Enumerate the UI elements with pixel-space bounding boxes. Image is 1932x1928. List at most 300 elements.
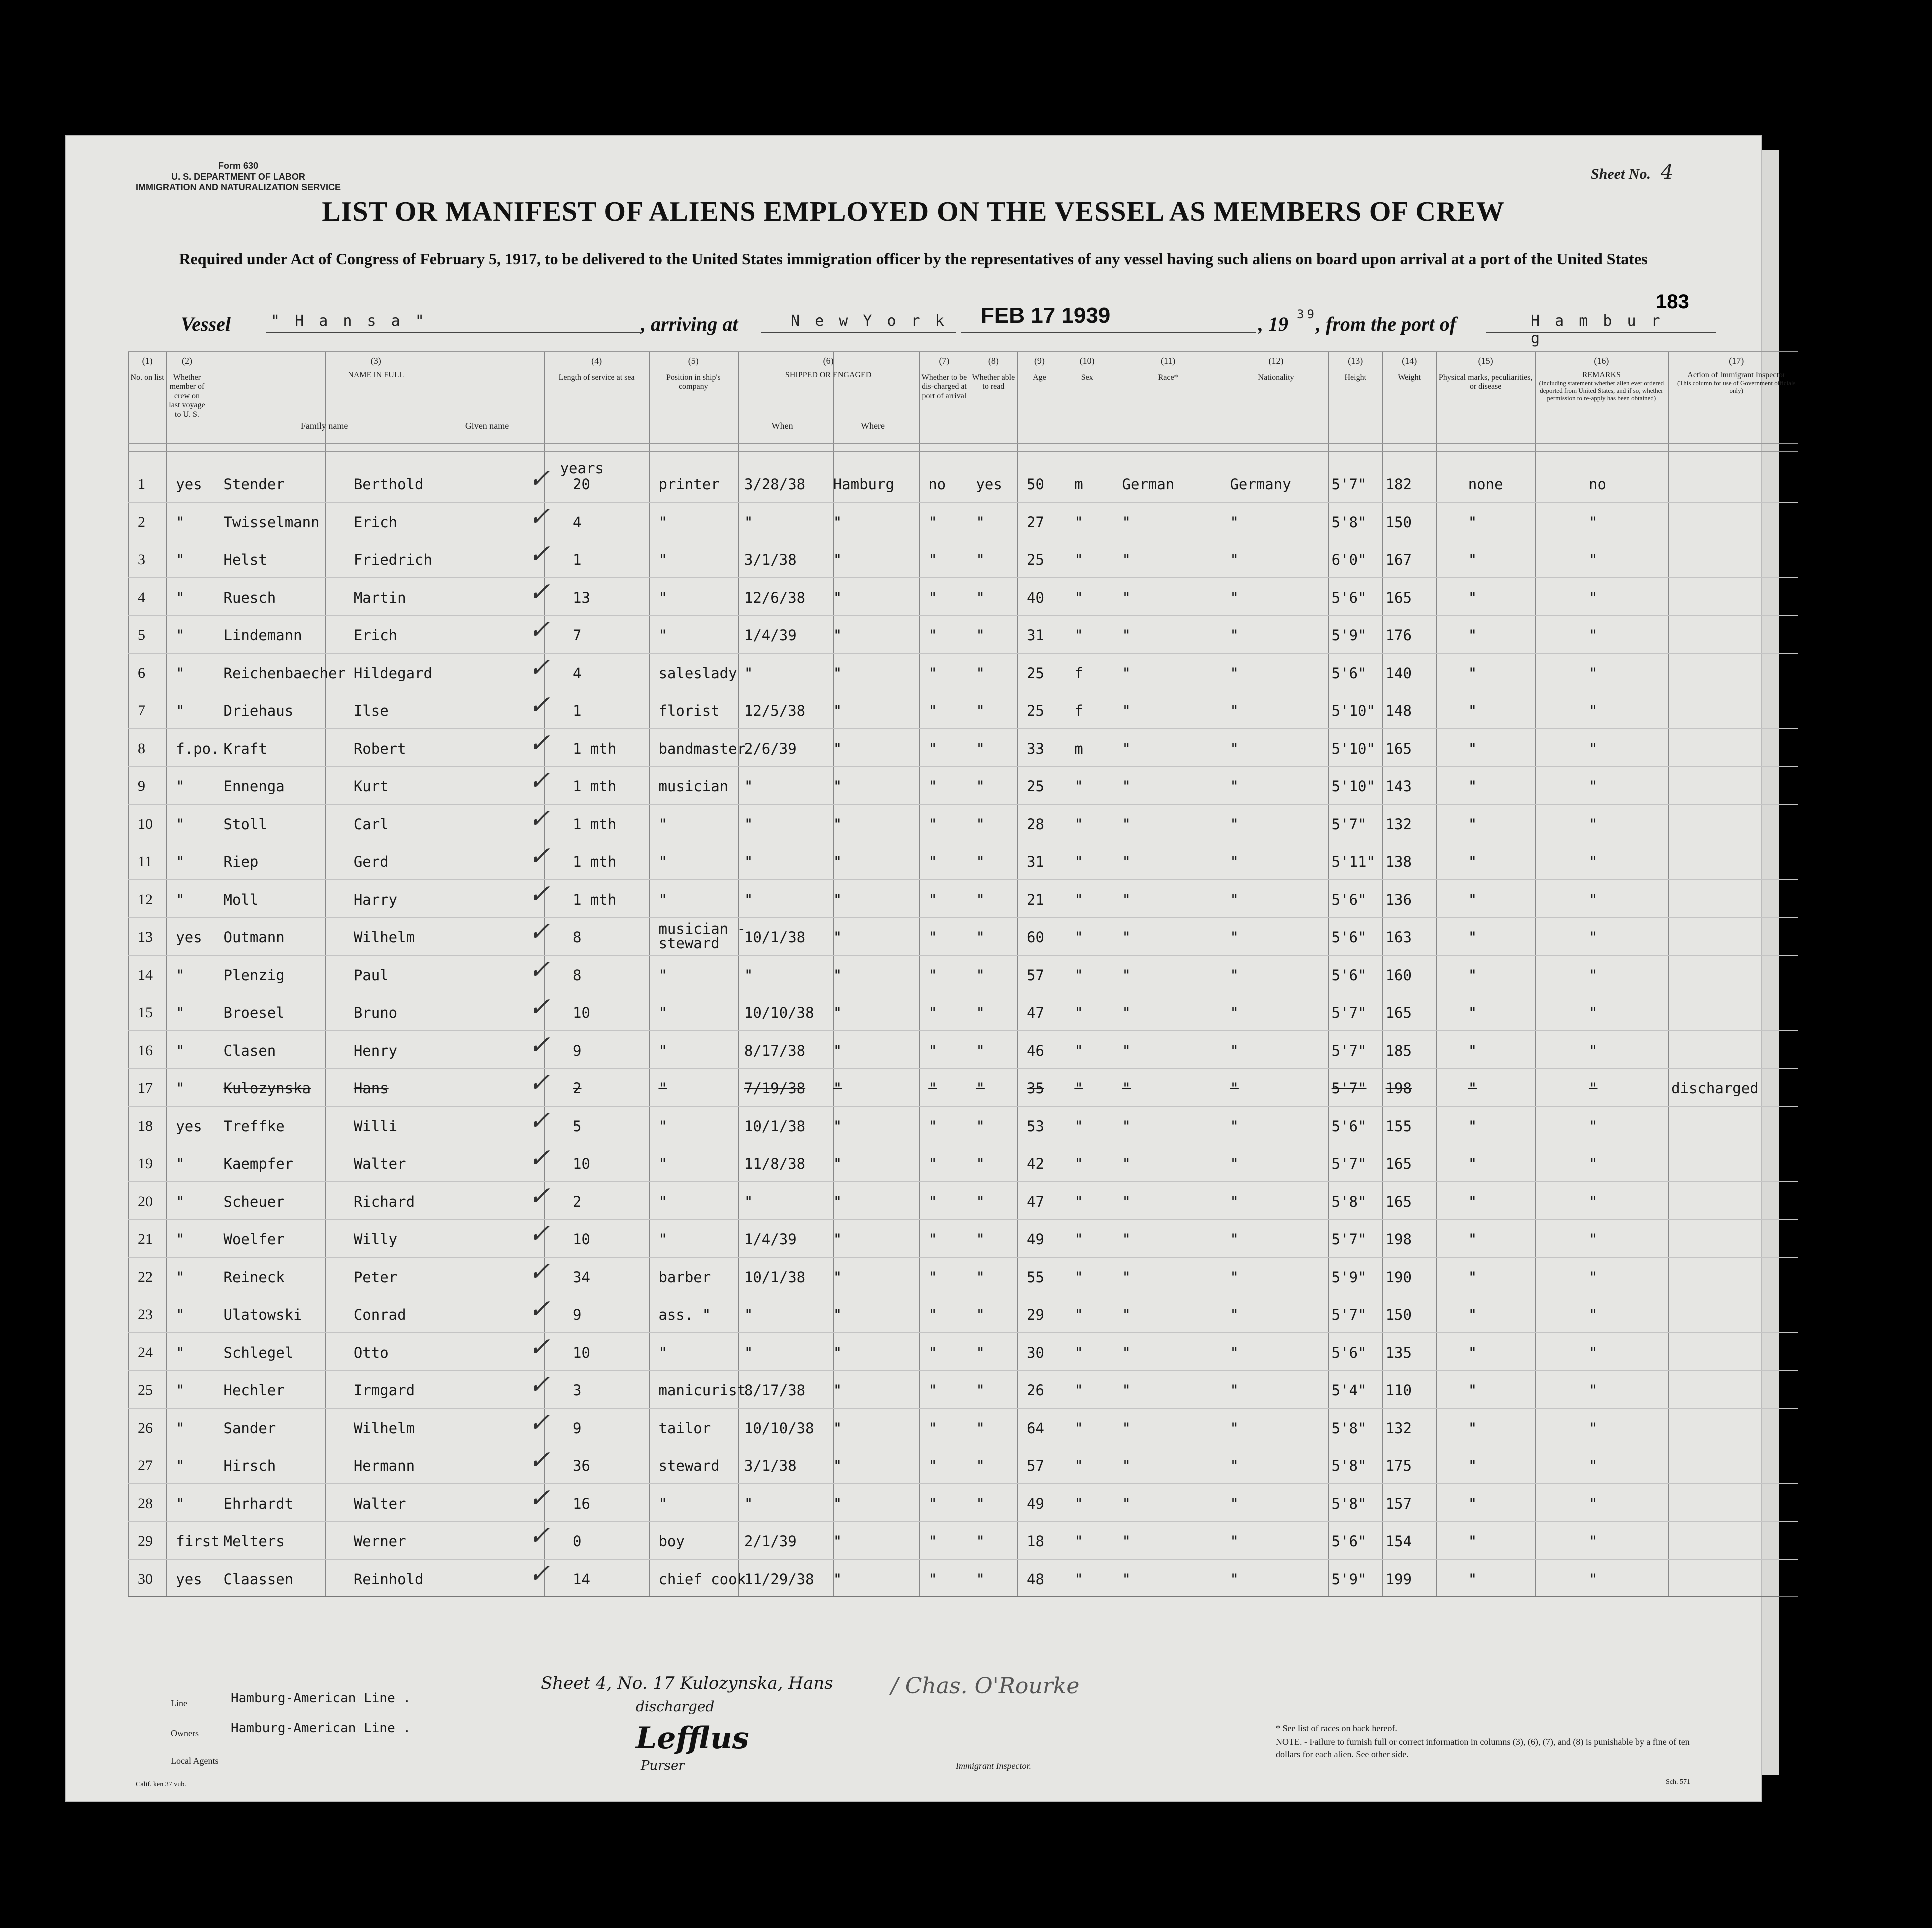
- signature-title: Purser: [641, 1758, 685, 1773]
- remarks: ": [1589, 1533, 1598, 1550]
- row-number: 24: [138, 1344, 153, 1361]
- race: ": [1122, 1344, 1131, 1361]
- shipped-when: 1/4/39: [744, 1231, 797, 1248]
- physical-marks: ": [1468, 1117, 1477, 1135]
- position: ": [658, 853, 667, 870]
- nationality: ": [1230, 778, 1239, 795]
- able-to-read: ": [976, 1419, 985, 1437]
- to-be-discharged: ": [928, 1306, 937, 1323]
- weight: 165: [1385, 1155, 1412, 1172]
- row-rule: [128, 1521, 1798, 1522]
- nationality: ": [1230, 1570, 1239, 1588]
- column-number-c5: (5): [688, 356, 699, 366]
- owners-value: Hamburg-American Line .: [231, 1721, 411, 1736]
- remarks: ": [1589, 1382, 1598, 1399]
- row-rule: [128, 879, 1798, 880]
- column-number-c15: (15): [1478, 356, 1493, 366]
- sex: ": [1074, 1193, 1083, 1210]
- shipped-when: 11/29/38: [744, 1570, 814, 1588]
- crew-last-voyage: ": [176, 513, 185, 531]
- family-name: Stender: [223, 476, 285, 493]
- to-be-discharged: ": [928, 1533, 937, 1550]
- shipped-where: ": [833, 1155, 842, 1172]
- remarks: ": [1589, 1080, 1598, 1097]
- shipped-where: ": [833, 1419, 842, 1437]
- shipped-when: 2/6/39: [744, 740, 797, 757]
- shipped-when: 11/8/38: [744, 1155, 806, 1172]
- column-number-c14: (14): [1402, 356, 1417, 366]
- position: florist: [658, 702, 720, 719]
- shipped-when: 10/1/38: [744, 1268, 806, 1286]
- family-name: Sander: [223, 1419, 276, 1437]
- given-name: Irmgard: [353, 1382, 415, 1399]
- remarks: ": [1589, 1004, 1598, 1021]
- weight: 135: [1385, 1344, 1412, 1361]
- position: tailor: [658, 1419, 711, 1437]
- weight: 198: [1385, 1231, 1412, 1248]
- shipped-where: ": [833, 1495, 842, 1512]
- to-be-discharged: ": [928, 1457, 937, 1474]
- age: 60: [1027, 929, 1044, 946]
- nationality: ": [1230, 1419, 1239, 1437]
- given-name: Walter: [353, 1155, 406, 1172]
- crew-last-voyage: ": [176, 1457, 185, 1474]
- age: 31: [1027, 627, 1044, 644]
- age: 27: [1027, 513, 1044, 531]
- nationality: ": [1230, 702, 1239, 719]
- crew-last-voyage: ": [176, 1419, 185, 1437]
- able-to-read: ": [976, 853, 985, 870]
- row-number: 27: [138, 1457, 153, 1474]
- given-name: Hildegard: [353, 664, 432, 682]
- weight: 165: [1385, 740, 1412, 757]
- able-to-read: ": [976, 815, 985, 833]
- shipped-where: ": [833, 1193, 842, 1210]
- sex: ": [1074, 1382, 1083, 1399]
- remarks: ": [1589, 778, 1598, 795]
- column-number-c2: (2): [181, 356, 192, 366]
- sex: ": [1074, 589, 1083, 606]
- remarks: ": [1589, 1042, 1598, 1059]
- row-rule: [128, 1181, 1798, 1182]
- row-number: 25: [138, 1382, 153, 1398]
- column-rule: [1535, 351, 1536, 1596]
- to-be-discharged: ": [928, 1344, 937, 1361]
- nationality: ": [1230, 513, 1239, 531]
- to-be-discharged: ": [928, 1004, 937, 1021]
- sex: m: [1074, 476, 1083, 493]
- nationality: ": [1230, 1495, 1239, 1512]
- race: ": [1122, 1382, 1131, 1399]
- remarks: ": [1589, 664, 1598, 682]
- given-name: Willy: [353, 1231, 398, 1248]
- sex: f: [1074, 702, 1083, 719]
- sex: f: [1074, 664, 1083, 682]
- height: 5'8": [1331, 1193, 1367, 1210]
- age: 49: [1027, 1231, 1044, 1248]
- column-header-c11: Race*: [1158, 373, 1178, 382]
- age: 48: [1027, 1570, 1044, 1588]
- able-to-read: ": [976, 1495, 985, 1512]
- weight: 132: [1385, 815, 1412, 833]
- race: ": [1122, 1193, 1131, 1210]
- nationality: ": [1230, 1306, 1239, 1323]
- nationality: ": [1230, 815, 1239, 833]
- position: manicurist: [658, 1382, 746, 1399]
- weight: 190: [1385, 1268, 1412, 1286]
- height: 5'7": [1331, 1080, 1367, 1097]
- inspector-action: discharged: [1671, 1080, 1759, 1097]
- weight: 176: [1385, 627, 1412, 644]
- to-be-discharged: ": [928, 891, 937, 908]
- remarks: ": [1589, 1570, 1598, 1588]
- row-rule: [128, 1408, 1798, 1409]
- height: 5'7": [1331, 815, 1367, 833]
- remarks: ": [1589, 966, 1598, 984]
- family-name: Kaempfer: [223, 1155, 294, 1172]
- service-length: 8: [573, 966, 582, 984]
- from-port: H a m b u r g: [1531, 312, 1663, 347]
- nationality: ": [1230, 966, 1239, 984]
- remarks: ": [1589, 1155, 1598, 1172]
- age: 33: [1027, 740, 1044, 757]
- able-to-read: ": [976, 551, 985, 568]
- age: 18: [1027, 1533, 1044, 1550]
- position: boy: [658, 1533, 685, 1550]
- shipped-when: ": [744, 664, 753, 682]
- checkmark-icon: ✓: [528, 1030, 550, 1060]
- service-length: 5: [573, 1117, 582, 1135]
- given-name: Erich: [353, 513, 398, 531]
- crew-last-voyage: ": [176, 551, 185, 568]
- to-be-discharged: ": [928, 815, 937, 833]
- column-rule: [1328, 351, 1329, 1596]
- shipped-when: 2/1/39: [744, 1533, 797, 1550]
- height: 5'7": [1331, 1004, 1367, 1021]
- column-header-c16: REMARKS (Including statement whether alien ever ordered deported from United States, and if so, whether permission to re-apply has been obtained): [1537, 371, 1666, 402]
- service-length: 14: [573, 1570, 590, 1588]
- family-name: Stoll: [223, 815, 267, 833]
- crew-last-voyage: ": [176, 1042, 185, 1059]
- shipped-where: ": [833, 1457, 842, 1474]
- row-rule: [128, 502, 1798, 503]
- age: 57: [1027, 1457, 1044, 1474]
- column-number-c10: (10): [1079, 356, 1095, 366]
- physical-marks: ": [1468, 778, 1477, 795]
- column-number-c12: (12): [1268, 356, 1284, 366]
- shipped-when: 3/28/38: [744, 476, 806, 493]
- physical-marks: ": [1468, 1419, 1477, 1437]
- checkmark-icon: ✓: [528, 728, 550, 758]
- crew-last-voyage: ": [176, 1306, 185, 1323]
- given-name: Willi: [353, 1117, 398, 1135]
- weight: 160: [1385, 966, 1412, 984]
- row-rule: [128, 917, 1798, 918]
- shipped-where: ": [833, 1117, 842, 1135]
- vessel-name: " H a n s a ": [271, 312, 427, 330]
- able-to-read: ": [976, 1117, 985, 1135]
- shipped-where: ": [833, 627, 842, 644]
- able-to-read: ": [976, 513, 985, 531]
- column-header-c3: NAME IN FULL: [348, 371, 404, 379]
- sex: ": [1074, 966, 1083, 984]
- given-name: Walter: [353, 1495, 406, 1512]
- imprint-left: Calif. ken 37 vub.: [136, 1781, 186, 1788]
- agents-label: Local Agents: [171, 1756, 219, 1766]
- shipped-when: ": [744, 853, 753, 870]
- row-rule: [128, 1446, 1798, 1447]
- sex: ": [1074, 815, 1083, 833]
- to-be-discharged: ": [928, 853, 937, 870]
- row-number: 9: [138, 778, 146, 794]
- given-name: Berthold: [353, 476, 424, 493]
- family-name: Melters: [223, 1533, 285, 1550]
- column-number-c1: (1): [142, 356, 153, 366]
- weight: 165: [1385, 1004, 1412, 1021]
- family-name: Hirsch: [223, 1457, 276, 1474]
- service-length: 10: [573, 1231, 590, 1248]
- to-be-discharged: ": [928, 1231, 937, 1248]
- weight: 163: [1385, 929, 1412, 946]
- shipped-when: 8/17/38: [744, 1382, 806, 1399]
- physical-marks: ": [1468, 1193, 1477, 1210]
- weight: 150: [1385, 1306, 1412, 1323]
- to-be-discharged: ": [928, 1268, 937, 1286]
- row-number: 22: [138, 1268, 153, 1285]
- race: ": [1122, 551, 1131, 568]
- column-rule: [1062, 351, 1063, 1596]
- sex: ": [1074, 1117, 1083, 1135]
- column-rule: [325, 351, 326, 1596]
- shipped-where: ": [833, 702, 842, 719]
- position: saleslady: [658, 664, 737, 682]
- age: 31: [1027, 853, 1044, 870]
- inspector-label: Immigrant Inspector.: [956, 1761, 1031, 1771]
- shipped-when: 3/1/38: [744, 551, 797, 568]
- crew-last-voyage: ": [176, 589, 185, 606]
- height: 5'7": [1331, 1155, 1367, 1172]
- service-length: 8: [573, 929, 582, 946]
- row-number: 17: [138, 1080, 153, 1096]
- remarks: ": [1589, 627, 1598, 644]
- shipped-when: 12/6/38: [744, 589, 806, 606]
- service-length: 4: [573, 664, 582, 682]
- position: chief cook: [658, 1570, 746, 1588]
- row-number: 11: [138, 853, 152, 870]
- height: 6'0": [1331, 551, 1367, 568]
- nationality: ": [1230, 589, 1239, 606]
- column-header-c1: No. on list: [130, 373, 164, 382]
- family-name: Claassen: [223, 1570, 294, 1588]
- position: musician: [658, 778, 729, 795]
- weight: 157: [1385, 1495, 1412, 1512]
- nationality: ": [1230, 853, 1239, 870]
- shipped-when: 8/17/38: [744, 1042, 806, 1059]
- shipped-where: ": [833, 966, 842, 984]
- column-rule: [1382, 351, 1383, 1596]
- shipped-where: ": [833, 740, 842, 757]
- given-name: Henry: [353, 1042, 398, 1059]
- position: ": [658, 589, 667, 606]
- shipped-where: ": [833, 1080, 842, 1097]
- row-number: 28: [138, 1495, 153, 1512]
- age: 35: [1027, 1080, 1044, 1097]
- race: ": [1122, 1117, 1131, 1135]
- able-to-read: ": [976, 1457, 985, 1474]
- remarks: ": [1589, 1231, 1598, 1248]
- shipped-where: ": [833, 664, 842, 682]
- able-to-read: ": [976, 1155, 985, 1172]
- column-rule: [970, 351, 971, 1596]
- shipped-when: 12/5/38: [744, 702, 806, 719]
- able-to-read: yes: [976, 476, 1002, 493]
- race: ": [1122, 740, 1131, 757]
- able-to-read: ": [976, 1042, 985, 1059]
- given-name: Carl: [353, 815, 389, 833]
- crew-last-voyage: ": [176, 891, 185, 908]
- family-name: Plenzig: [223, 966, 285, 984]
- column-number-c11: (11): [1160, 356, 1176, 366]
- checkmark-icon: ✓: [528, 1143, 550, 1173]
- service-length: 16: [573, 1495, 590, 1512]
- crew-last-voyage: ": [176, 1231, 185, 1248]
- able-to-read: ": [976, 589, 985, 606]
- column-rule: [1668, 351, 1669, 1596]
- line-label: Line: [171, 1698, 187, 1708]
- row-rule: [128, 804, 1798, 805]
- checkmark-icon: ✓: [528, 803, 550, 834]
- service: IMMIGRATION AND NATURALIZATION SERVICE: [136, 182, 341, 193]
- crew-last-voyage: yes: [176, 476, 202, 493]
- height: 5'9": [1331, 1268, 1367, 1286]
- column-header-c4: Length of service at sea: [558, 373, 635, 382]
- vessel-label: Vessel: [181, 313, 231, 335]
- column-number-c13: (13): [1348, 356, 1363, 366]
- weight: 155: [1385, 1117, 1412, 1135]
- physical-marks: ": [1468, 815, 1477, 833]
- crew-last-voyage: ": [176, 702, 185, 719]
- checkmark-icon: ✓: [528, 1445, 550, 1475]
- nationality: ": [1230, 1080, 1239, 1097]
- race: ": [1122, 627, 1131, 644]
- row-rule: [128, 1559, 1798, 1560]
- height: 5'8": [1331, 1457, 1367, 1474]
- race: ": [1122, 1570, 1131, 1588]
- age: 57: [1027, 966, 1044, 984]
- remarks: ": [1589, 589, 1598, 606]
- column-rule: [128, 351, 129, 1596]
- position: printer: [658, 476, 720, 493]
- service-length: 2: [573, 1193, 582, 1210]
- crew-last-voyage: ": [176, 815, 185, 833]
- race: ": [1122, 853, 1131, 870]
- remarks: ": [1589, 1117, 1598, 1135]
- date-stamp: FEB 17 1939: [981, 303, 1111, 328]
- checkmark-icon: ✓: [528, 1558, 550, 1589]
- row-number: 30: [138, 1570, 153, 1587]
- row-number: 10: [138, 815, 153, 832]
- service-length: 9: [573, 1419, 582, 1437]
- given-name: Martin: [353, 589, 406, 606]
- physical-marks: ": [1468, 1306, 1477, 1323]
- height: 5'6": [1331, 1533, 1367, 1550]
- column-header-c14: Weight: [1398, 373, 1421, 382]
- position: musician - steward: [658, 920, 746, 952]
- height: 5'7": [1331, 1042, 1367, 1059]
- height: 5'6": [1331, 664, 1367, 682]
- height: 5'11": [1331, 853, 1375, 870]
- age: 25: [1027, 664, 1044, 682]
- physical-marks: ": [1468, 1382, 1477, 1399]
- shipped-when: ": [744, 1193, 753, 1210]
- row-rule: [128, 1295, 1798, 1296]
- position: ": [658, 1193, 667, 1210]
- nationality: ": [1230, 1268, 1239, 1286]
- service-length: 1 mth: [573, 740, 617, 757]
- to-be-discharged: ": [928, 778, 937, 795]
- sex: ": [1074, 627, 1083, 644]
- shipped-where: ": [833, 853, 842, 870]
- checkmark-icon: ✓: [528, 879, 550, 909]
- physical-marks: ": [1468, 1457, 1477, 1474]
- family-name: Ehrhardt: [223, 1495, 294, 1512]
- subheader-family: Family name: [300, 421, 348, 431]
- row-number: 18: [138, 1117, 153, 1134]
- shipped-when: ": [744, 1306, 753, 1323]
- sex: ": [1074, 1004, 1083, 1021]
- given-name: Kurt: [353, 778, 389, 795]
- column-number-c16: (16): [1594, 356, 1609, 366]
- weight: 185: [1385, 1042, 1412, 1059]
- weight: 138: [1385, 853, 1412, 870]
- column-header-c2: Whether member of crew on last voyage to U. S.: [169, 373, 205, 419]
- age: 42: [1027, 1155, 1044, 1172]
- given-name: Wilhelm: [353, 1419, 415, 1437]
- service-length: 1 mth: [573, 815, 617, 833]
- sex: ": [1074, 1570, 1083, 1588]
- inspector-signature: / Chas. O'Rourke: [891, 1673, 1080, 1699]
- row-number: 12: [138, 891, 153, 908]
- remarks: ": [1589, 1268, 1598, 1286]
- age: 64: [1027, 1419, 1044, 1437]
- checkmark-icon: ✓: [528, 1181, 550, 1211]
- age: 47: [1027, 1193, 1044, 1210]
- able-to-read: ": [976, 1004, 985, 1021]
- shipped-when: ": [744, 1344, 753, 1361]
- form-header: [136, 161, 341, 193]
- weight: 132: [1385, 1419, 1412, 1437]
- column-rule: [919, 351, 920, 1596]
- row-number: 26: [138, 1419, 153, 1436]
- to-be-discharged: ": [928, 966, 937, 984]
- handwritten-note: Sheet 4, No. 17 Kulozynska, Hans: [541, 1673, 833, 1693]
- physical-marks: ": [1468, 627, 1477, 644]
- row-rule: [128, 728, 1798, 729]
- column-number-c4: (4): [591, 356, 602, 366]
- row-rule: [128, 1144, 1798, 1145]
- sex: ": [1074, 1155, 1083, 1172]
- weight: 198: [1385, 1080, 1412, 1097]
- column-header-c13: Height: [1344, 373, 1367, 382]
- weight: 148: [1385, 702, 1412, 719]
- physical-marks: ": [1468, 1533, 1477, 1550]
- race: ": [1122, 1004, 1131, 1021]
- sex: ": [1074, 1457, 1083, 1474]
- given-name: Hermann: [353, 1457, 415, 1474]
- height: 5'9": [1331, 1570, 1367, 1588]
- given-name: Robert: [353, 740, 406, 757]
- family-name: Schlegel: [223, 1344, 294, 1361]
